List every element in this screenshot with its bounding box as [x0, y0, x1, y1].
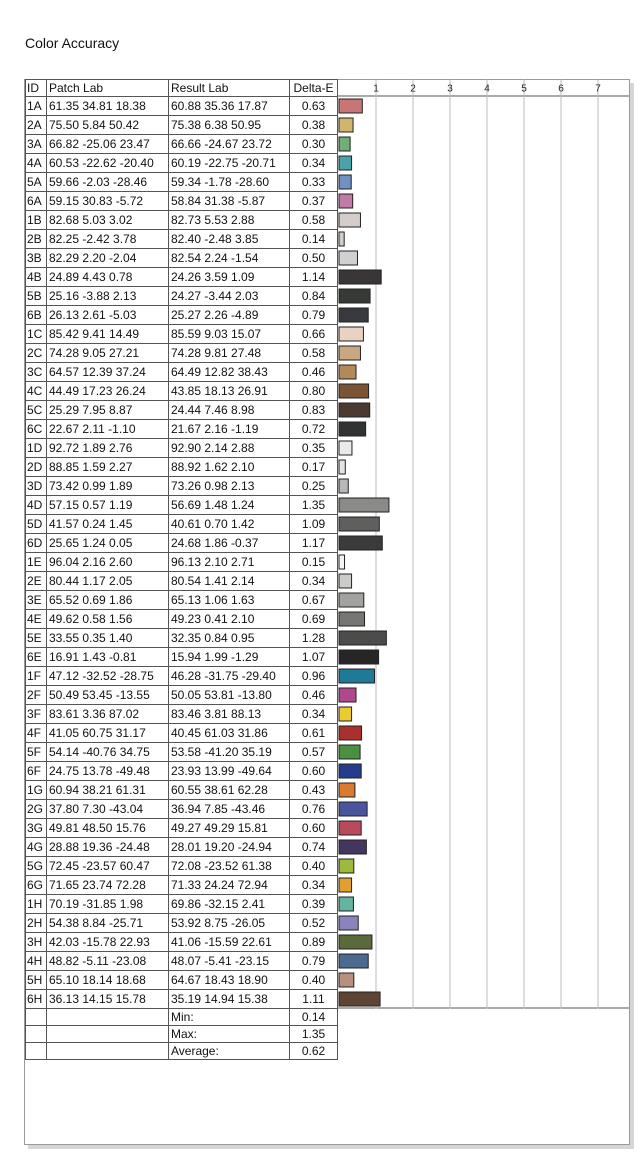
delta-e-value: 0.30 — [290, 135, 338, 154]
row-id: 6C — [26, 420, 47, 439]
header-id: ID — [26, 80, 47, 97]
delta-e-value: 0.67 — [290, 591, 338, 610]
bar-5a — [339, 175, 351, 189]
delta-e-value: 0.74 — [290, 838, 338, 857]
delta-e-value: 0.66 — [290, 325, 338, 344]
result-lab: 83.46 3.81 88.13 — [169, 705, 290, 724]
bar-6h — [339, 992, 380, 1006]
row-id: 4A — [26, 154, 47, 173]
row-id: 4G — [26, 838, 47, 857]
delta-e-value: 0.50 — [290, 249, 338, 268]
delta-e-value: 0.39 — [290, 895, 338, 914]
delta-e-value: 1.09 — [290, 515, 338, 534]
row-id: 5A — [26, 173, 47, 192]
delta-e-value: 1.14 — [290, 268, 338, 287]
row-id: 4B — [26, 268, 47, 287]
bar-4e — [339, 612, 365, 626]
row-id: 4E — [26, 610, 47, 629]
row-id: 3D — [26, 477, 47, 496]
row-id: 5G — [26, 857, 47, 876]
delta-e-value: 0.61 — [290, 724, 338, 743]
tick-label: 5 — [521, 83, 527, 95]
row-id: 3C — [26, 363, 47, 382]
patch-lab: 82.68 5.03 3.02 — [47, 211, 169, 230]
result-lab: 64.49 12.82 38.43 — [169, 363, 290, 382]
result-lab: 82.40 -2.48 3.85 — [169, 230, 290, 249]
header-patch-lab: Patch Lab — [47, 80, 169, 97]
patch-lab: 26.13 2.61 -5.03 — [47, 306, 169, 325]
patch-lab: 83.61 3.36 87.02 — [47, 705, 169, 724]
result-lab: 53.58 -41.20 35.19 — [169, 743, 290, 762]
patch-lab: 80.44 1.17 2.05 — [47, 572, 169, 591]
result-lab: 64.67 18.43 18.90 — [169, 971, 290, 990]
delta-e-value: 0.60 — [290, 819, 338, 838]
result-lab: 21.67 2.16 -1.19 — [169, 420, 290, 439]
delta-e-value: 0.63 — [290, 97, 338, 116]
result-lab: 32.35 0.84 0.95 — [169, 629, 290, 648]
bar-5f — [339, 745, 360, 759]
patch-lab: 74.28 9.05 27.21 — [47, 344, 169, 363]
bar-2d — [339, 460, 345, 474]
patch-lab: 44.49 17.23 26.24 — [47, 382, 169, 401]
row-id: 6F — [26, 762, 47, 781]
delta-e-value: 0.34 — [290, 572, 338, 591]
patch-lab: 60.94 38.21 61.31 — [47, 781, 169, 800]
row-id: 1D — [26, 439, 47, 458]
patch-lab: 48.82 -5.11 -23.08 — [47, 952, 169, 971]
result-lab: 24.44 7.46 8.98 — [169, 401, 290, 420]
bar-4d — [339, 498, 389, 512]
result-lab: 24.26 3.59 1.09 — [169, 268, 290, 287]
patch-lab: 49.81 48.50 15.76 — [47, 819, 169, 838]
bar-2c — [339, 346, 360, 360]
bar-2g — [339, 802, 367, 816]
summary-label: Max: — [169, 1026, 290, 1043]
row-id: 1A — [26, 97, 47, 116]
patch-lab: 24.75 13.78 -49.48 — [47, 762, 169, 781]
patch-lab: 22.67 2.11 -1.10 — [47, 420, 169, 439]
result-lab: 56.69 1.48 1.24 — [169, 496, 290, 515]
delta-e-value: 0.46 — [290, 363, 338, 382]
delta-e-value: 0.34 — [290, 705, 338, 724]
row-id: 6B — [26, 306, 47, 325]
patch-lab: 36.13 14.15 15.78 — [47, 990, 169, 1009]
patch-lab: 25.16 -3.88 2.13 — [47, 287, 169, 306]
patch-lab: 25.65 1.24 0.05 — [47, 534, 169, 553]
patch-lab: 25.29 7.95 8.87 — [47, 401, 169, 420]
patch-lab: 50.49 53.45 -13.55 — [47, 686, 169, 705]
page-title: Color Accuracy — [25, 35, 120, 51]
row-id: 4C — [26, 382, 47, 401]
result-lab: 82.54 2.24 -1.54 — [169, 249, 290, 268]
delta-e-value: 0.79 — [290, 306, 338, 325]
result-lab: 88.92 1.62 2.10 — [169, 458, 290, 477]
bar-5g — [339, 859, 354, 873]
delta-e-value: 0.69 — [290, 610, 338, 629]
row-id: 6H — [26, 990, 47, 1009]
row-id: 2H — [26, 914, 47, 933]
bar-1a — [339, 99, 362, 113]
result-lab: 43.85 18.13 26.91 — [169, 382, 290, 401]
patch-lab: 28.88 19.36 -24.48 — [47, 838, 169, 857]
result-lab: 28.01 19.20 -24.94 — [169, 838, 290, 857]
delta-e-value: 0.43 — [290, 781, 338, 800]
result-lab: 50.05 53.81 -13.80 — [169, 686, 290, 705]
row-id: 3E — [26, 591, 47, 610]
bar-1b — [339, 213, 360, 227]
delta-e-value: 0.34 — [290, 876, 338, 895]
bar-2b — [339, 232, 344, 246]
delta-e-value: 0.40 — [290, 857, 338, 876]
bar-1e — [339, 555, 345, 569]
result-lab: 35.19 14.94 15.38 — [169, 990, 290, 1009]
delta-e-value: 0.57 — [290, 743, 338, 762]
bar-2e — [339, 574, 352, 588]
bar-5d — [339, 517, 379, 531]
row-id: 6A — [26, 192, 47, 211]
patch-lab: 70.19 -31.85 1.98 — [47, 895, 169, 914]
row-id: 5D — [26, 515, 47, 534]
patch-lab: 85.42 9.41 14.49 — [47, 325, 169, 344]
bar-6e — [339, 650, 379, 664]
bar-2f — [339, 688, 356, 702]
result-lab: 24.68 1.86 -0.37 — [169, 534, 290, 553]
result-lab: 49.23 0.41 2.10 — [169, 610, 290, 629]
result-lab: 36.94 7.85 -43.46 — [169, 800, 290, 819]
summary-value: 0.62 — [290, 1043, 338, 1060]
result-lab: 25.27 2.26 -4.89 — [169, 306, 290, 325]
delta-e-value: 1.17 — [290, 534, 338, 553]
patch-lab: 92.72 1.89 2.76 — [47, 439, 169, 458]
delta-e-value: 0.58 — [290, 344, 338, 363]
delta-e-value: 0.25 — [290, 477, 338, 496]
bar-5c — [339, 403, 370, 417]
patch-lab: 88.85 1.59 2.27 — [47, 458, 169, 477]
result-lab: 23.93 13.99 -49.64 — [169, 762, 290, 781]
delta-e-value: 0.40 — [290, 971, 338, 990]
bar-3b — [339, 251, 358, 265]
result-lab: 60.88 35.36 17.87 — [169, 97, 290, 116]
delta-e-value: 0.35 — [290, 439, 338, 458]
bar-1g — [339, 783, 355, 797]
tick-label: 2 — [410, 83, 416, 95]
delta-e-value: 0.76 — [290, 800, 338, 819]
bar-3h — [339, 935, 372, 949]
row-id: 4H — [26, 952, 47, 971]
patch-lab: 59.15 30.83 -5.72 — [47, 192, 169, 211]
patch-lab: 71.65 23.74 72.28 — [47, 876, 169, 895]
delta-e-value: 0.58 — [290, 211, 338, 230]
result-lab: 65.13 1.06 1.63 — [169, 591, 290, 610]
delta-e-value: 1.07 — [290, 648, 338, 667]
bar-6f — [339, 764, 361, 778]
header-delta-e: Delta-E — [290, 80, 338, 97]
result-lab: 60.19 -22.75 -20.71 — [169, 154, 290, 173]
bar-4b — [339, 270, 381, 284]
bar-1c — [339, 327, 363, 341]
bar-5e — [339, 631, 386, 645]
bar-5b — [339, 289, 370, 303]
delta-e-value: 1.35 — [290, 496, 338, 515]
patch-lab: 47.12 -32.52 -28.75 — [47, 667, 169, 686]
delta-e-value: 1.28 — [290, 629, 338, 648]
result-lab: 59.34 -1.78 -28.60 — [169, 173, 290, 192]
result-lab: 60.55 38.61 62.28 — [169, 781, 290, 800]
result-lab: 58.84 31.38 -5.87 — [169, 192, 290, 211]
delta-e-value: 0.60 — [290, 762, 338, 781]
bar-2a — [339, 118, 353, 132]
patch-lab: 65.10 18.14 18.68 — [47, 971, 169, 990]
bar-6b — [339, 308, 368, 322]
bar-6g — [339, 878, 352, 892]
delta-e-value: 0.46 — [290, 686, 338, 705]
bar-6c — [339, 422, 366, 436]
row-id: 1G — [26, 781, 47, 800]
row-id: 6G — [26, 876, 47, 895]
result-lab: 53.92 8.75 -26.05 — [169, 914, 290, 933]
result-lab: 96.13 2.10 2.71 — [169, 553, 290, 572]
result-lab: 15.94 1.99 -1.29 — [169, 648, 290, 667]
row-id: 2A — [26, 116, 47, 135]
patch-lab: 54.14 -40.76 34.75 — [47, 743, 169, 762]
result-lab: 66.66 -24.67 23.72 — [169, 135, 290, 154]
delta-e-value: 0.83 — [290, 401, 338, 420]
bar-4g — [339, 840, 366, 854]
tick-label: 6 — [558, 83, 564, 95]
delta-e-value: 0.72 — [290, 420, 338, 439]
row-id: 5C — [26, 401, 47, 420]
bar-1f — [339, 669, 375, 683]
tick-label: 3 — [447, 83, 453, 95]
bar-3c — [339, 365, 356, 379]
patch-lab: 66.82 -25.06 23.47 — [47, 135, 169, 154]
bar-3d — [339, 479, 348, 493]
patch-lab: 41.05 60.75 31.17 — [47, 724, 169, 743]
row-id: 1C — [26, 325, 47, 344]
delta-e-value: 0.96 — [290, 667, 338, 686]
bar-3g — [339, 821, 361, 835]
bar-4a — [339, 156, 352, 170]
patch-lab: 33.55 0.35 1.40 — [47, 629, 169, 648]
result-lab: 74.28 9.81 27.48 — [169, 344, 290, 363]
result-lab: 73.26 0.98 2.13 — [169, 477, 290, 496]
patch-lab: 61.35 34.81 18.38 — [47, 97, 169, 116]
row-id: 1E — [26, 553, 47, 572]
bar-3a — [339, 137, 350, 151]
patch-lab: 65.52 0.69 1.86 — [47, 591, 169, 610]
row-id: 2E — [26, 572, 47, 591]
summary-label: Average: — [169, 1043, 290, 1060]
delta-e-value: 0.17 — [290, 458, 338, 477]
row-id: 3H — [26, 933, 47, 952]
row-id: 2D — [26, 458, 47, 477]
row-id: 1H — [26, 895, 47, 914]
patch-lab: 82.25 -2.42 3.78 — [47, 230, 169, 249]
bar-4h — [339, 954, 368, 968]
row-id: 5H — [26, 971, 47, 990]
result-lab: 24.27 -3.44 2.03 — [169, 287, 290, 306]
patch-lab: 42.03 -15.78 22.93 — [47, 933, 169, 952]
row-id: 5B — [26, 287, 47, 306]
row-id: 3A — [26, 135, 47, 154]
delta-e-value: 1.11 — [290, 990, 338, 1009]
patch-lab: 73.42 0.99 1.89 — [47, 477, 169, 496]
row-id: 2B — [26, 230, 47, 249]
patch-lab: 37.80 7.30 -43.04 — [47, 800, 169, 819]
row-id: 1B — [26, 211, 47, 230]
delta-e-value: 0.14 — [290, 230, 338, 249]
header-result-lab: Result Lab — [169, 80, 290, 97]
delta-e-value: 0.84 — [290, 287, 338, 306]
bar-5h — [339, 973, 354, 987]
result-lab: 48.07 -5.41 -23.15 — [169, 952, 290, 971]
bar-1h — [339, 897, 353, 911]
row-id: 3B — [26, 249, 47, 268]
result-lab: 40.61 0.70 1.42 — [169, 515, 290, 534]
patch-lab: 49.62 0.58 1.56 — [47, 610, 169, 629]
delta-e-value: 0.79 — [290, 952, 338, 971]
row-id: 6E — [26, 648, 47, 667]
result-lab: 69.86 -32.15 2.41 — [169, 895, 290, 914]
result-lab: 82.73 5.53 2.88 — [169, 211, 290, 230]
patch-lab: 57.15 0.57 1.19 — [47, 496, 169, 515]
row-id: 1F — [26, 667, 47, 686]
patch-lab: 59.66 -2.03 -28.46 — [47, 173, 169, 192]
row-id: 2C — [26, 344, 47, 363]
row-id: 3F — [26, 705, 47, 724]
delta-e-value: 0.38 — [290, 116, 338, 135]
result-lab: 75.38 6.38 50.95 — [169, 116, 290, 135]
tick-label: 4 — [484, 83, 490, 95]
bar-3e — [339, 593, 364, 607]
patch-lab: 64.57 12.39 37.24 — [47, 363, 169, 382]
result-lab: 41.06 -15.59 22.61 — [169, 933, 290, 952]
tick-label: 1 — [373, 83, 379, 95]
patch-lab: 24.89 4.43 0.78 — [47, 268, 169, 287]
row-id: 3G — [26, 819, 47, 838]
summary-label: Min: — [169, 1009, 290, 1026]
bar-1d — [339, 441, 352, 455]
result-lab: 80.54 1.41 2.14 — [169, 572, 290, 591]
delta-e-value: 0.89 — [290, 933, 338, 952]
patch-lab: 82.29 2.20 -2.04 — [47, 249, 169, 268]
row-id: 2G — [26, 800, 47, 819]
summary-value: 0.14 — [290, 1009, 338, 1026]
bar-6a — [339, 194, 353, 208]
patch-lab: 16.91 1.43 -0.81 — [47, 648, 169, 667]
patch-lab: 75.50 5.84 50.42 — [47, 116, 169, 135]
row-id: 5F — [26, 743, 47, 762]
delta-e-value: 0.80 — [290, 382, 338, 401]
row-id: 4F — [26, 724, 47, 743]
delta-e-value: 0.15 — [290, 553, 338, 572]
result-lab: 46.28 -31.75 -29.40 — [169, 667, 290, 686]
bar-4c — [339, 384, 369, 398]
tick-label: 7 — [595, 83, 601, 95]
delta-e-value: 0.52 — [290, 914, 338, 933]
patch-lab: 96.04 2.16 2.60 — [47, 553, 169, 572]
bar-4f — [339, 726, 362, 740]
bar-3f — [339, 707, 352, 721]
patch-lab: 72.45 -23.57 60.47 — [47, 857, 169, 876]
bar-2h — [339, 916, 358, 930]
delta-e-value: 0.34 — [290, 154, 338, 173]
result-lab: 85.59 9.03 15.07 — [169, 325, 290, 344]
patch-lab: 60.53 -22.62 -20.40 — [47, 154, 169, 173]
summary-value: 1.35 — [290, 1026, 338, 1043]
result-lab: 72.08 -23.52 61.38 — [169, 857, 290, 876]
result-lab: 71.33 24.24 72.94 — [169, 876, 290, 895]
delta-e-value: 0.37 — [290, 192, 338, 211]
row-id: 2F — [26, 686, 47, 705]
patch-lab: 54.38 8.84 -25.71 — [47, 914, 169, 933]
row-id: 4D — [26, 496, 47, 515]
result-lab: 40.45 61.03 31.86 — [169, 724, 290, 743]
delta-e-value: 0.33 — [290, 173, 338, 192]
row-id: 6D — [26, 534, 47, 553]
result-lab: 49.27 49.29 15.81 — [169, 819, 290, 838]
result-lab: 92.90 2.14 2.88 — [169, 439, 290, 458]
row-id: 5E — [26, 629, 47, 648]
bar-6d — [339, 536, 382, 550]
patch-lab: 41.57 0.24 1.45 — [47, 515, 169, 534]
